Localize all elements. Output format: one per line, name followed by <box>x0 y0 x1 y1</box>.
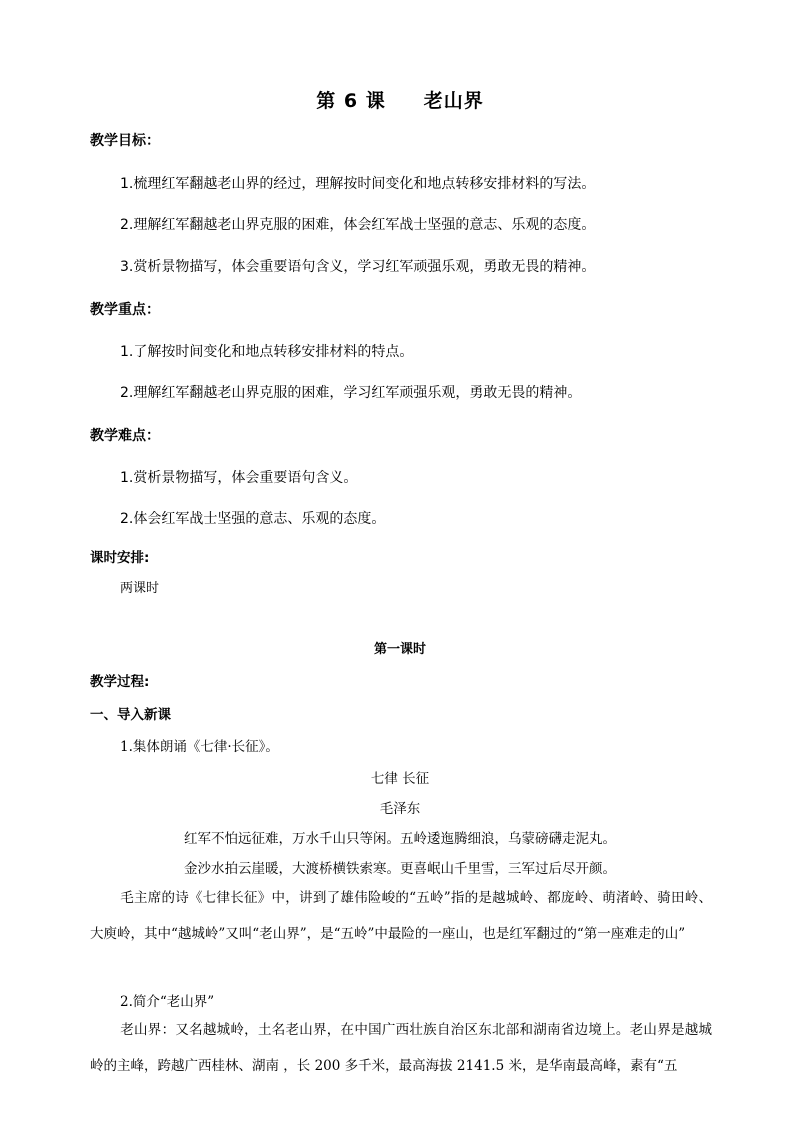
key-point-item: 1.了解按时间变化和地点转移安排材料的特点。 <box>120 344 414 360</box>
lesson-name: 老山界 <box>423 90 484 112</box>
key-point-item: 2.理解红军翻越老山界克服的困难，学习红军顽强乐观，勇敢无畏的精神。 <box>120 385 582 401</box>
objective-item: 3.赏析景物描写，体会重要语句含义，学习红军顽强乐观，勇敢无畏的精神。 <box>120 259 596 275</box>
poem-title: 七律 长征 <box>370 771 430 787</box>
process-heading: 教学过程: <box>90 674 150 690</box>
lesson-number: 第 6 课 <box>316 90 386 112</box>
key-points-heading: 教学重点： <box>90 302 160 318</box>
description-paragraph <box>90 1012 712 1084</box>
objective-item: 1.梳理红军翻越老山界的经过，理解按时间变化和地点转移安排材料的写法。 <box>120 176 596 192</box>
description-paragraph-text: 老山界：又名越城岭，土名老山界，在中国广西壮族自治区东北部和湖南省边境上。老山界是越城岭的主峰，跨越广西桂林、湖南 ，长 200 多千米，最高海拔 2141.5 米，是华南最高峰，素有“五 <box>90 1022 712 1074</box>
intro-paragraph-text: 毛主席的诗《七律长征》中，讲到了雄伟险峻的“五岭”指的是越城岭、都庞岭、萌渚岭、骑田岭、大庾岭，其中“越城岭”又叫“老山界”，是“五岭”中最险的一座山，也是红军翻过的“第一座难走的山” <box>90 890 712 942</box>
section-heading: 一、导入新课 <box>90 707 171 723</box>
difficulties-heading: 教学难点： <box>90 428 160 444</box>
intro-paragraph <box>90 880 712 952</box>
difficulty-item: 1.赏析景物描写，体会重要语句含义。 <box>120 470 358 486</box>
step-text: 2.简介“老山界” <box>120 994 215 1010</box>
difficulty-item: 2.体会红军战士坚强的意志、乐观的态度。 <box>120 511 386 527</box>
step-text: 1.集体朗诵《七律·长征》。 <box>120 739 279 755</box>
poem-line: 红军不怕远征难，万水千山只等闲。五岭逶迤腾细浪，乌蒙磅礴走泥丸。 <box>184 831 616 847</box>
first-period-heading: 第一课时 <box>373 642 426 657</box>
schedule-value: 两课时 <box>120 581 160 596</box>
objective-item: 2.理解红军翻越老山界克服的困难，体会红军战士坚强的意志、乐观的态度。 <box>120 217 596 233</box>
objectives-heading: 教学目标： <box>90 133 160 149</box>
page-title <box>0 86 800 113</box>
schedule-heading: 课时安排: <box>90 550 150 566</box>
poem-line: 金沙水拍云崖暖，大渡桥横铁索寒。更喜岷山千里雪，三军过后尽开颜。 <box>184 861 616 877</box>
poem-author: 毛泽东 <box>379 801 421 817</box>
